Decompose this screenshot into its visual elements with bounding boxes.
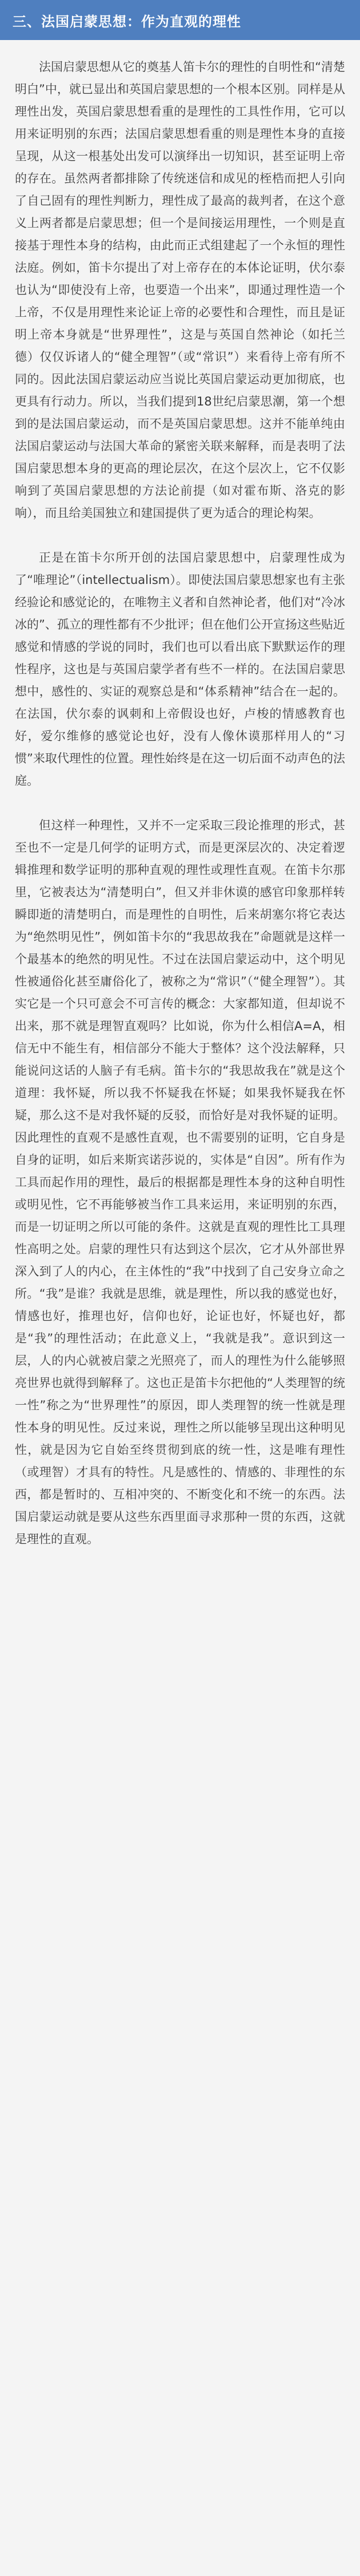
section-title: 三、法国启蒙思想：作为直观的理性 (13, 13, 241, 30)
paragraph-2: 正是在笛卡尔所开创的法国启蒙思想中，启蒙理性成为了“唯理论”（intellectualism）。即使法国启蒙思想家也有主张经验论和感觉论的，在唯物主义者和自然神论者，他们对“冷冰冰的”、孤立的理性都有不少批评；但在他们公开宣扬这些贴近感觉和情感的学说的同时，我们也可以看出底下默默运作的理性程序，这也是与英国启蒙学者有些不一样的。在法国启蒙思想中，感性的、实证的观察总是和“体系精神”结合在一起的。在法国，伏尔泰的讽刺和上帝假设也好，卢梭的情感教育也好，爱尔维修的感觉论也好，没有人像休谟那样用人的“习惯”来取代理性的位置。理性始终是在这一切后面不动声色的法庭。 (15, 551, 345, 788)
paragraph-1: 法国启蒙思想从它的奠基人笛卡尔的理性的自明性和“清楚明白”中，就已显出和英国启蒙思想的一个根本区别。同样是从理性出发，英国启蒙思想看重的是理性的工具性作用，它可以用来证明别的东西；法国启蒙思想看重的则是理性本身的直接呈现，从这一根基处出发可以演绎出一切知识，甚至证明上帝的存在。虽然两者都排除了传统迷信和成见的桎梏而把人引向了自己固有的理性判断力，理性成了最高的裁判者，在这个意义上两者都是启蒙思想；但一个是间接运用理性，一个则是直接基于理性本身的结构，由此而正式组建起了一个永恒的理性法庭。例如，笛卡尔提出了对上帝存在的本体论证明，伏尔泰也认为“即使没有上帝，也要造一个出来”，即通过理性造一个上帝，不仅是用理性来论证上帝的必要性和合理性，而且是证明上帝本身就是“世界理性”，这是与英国自然神论（如托兰德）仅仅诉诸人的“健全理智”（或“常识”）来看待上帝有所不同的。因此法国启蒙运动应当说比英国启蒙运动更加彻底，也更具有行动力。所以，当我们提到18世纪启蒙思潮，第一个想到的是法国启蒙运动，而不是英国启蒙思想。这并不能单纯由法国启蒙运动与法国大革命的紧密关联来解释，而是表明了法国启蒙思想本身的更高的理论层次，在这个层次上，它不仅影响到了英国启蒙思想的方法论前提（如对霍布斯、洛克的影响），而且给美国独立和建国提供了更为适合的理论构架。 (15, 60, 345, 520)
paragraph-3: 但这样一种理性，又并不一定采取三段论推理的形式，甚至也不一定是几何学的证明方式，而是更深层次的、决定着逻辑推理和数学证明的那种直观的理性或理性直观。在笛卡尔那里，它被表达为“清楚明白”，但又并非休谟的感官印象那样转瞬即逝的清楚明白，而是理性的自明性，后来胡塞尔将它表达为“绝然明见性”，例如笛卡尔的“我思故我在”命题就是这样一个最基本的绝然的明见性。不过在法国启蒙运动中，这个明见性被通俗化甚至庸俗化了，被称之为“常识”（“健全理智”）。其实它是一个只可意会不可言传的概念：大家都知道，但却说不出来，那不就是理智直观吗？比如说，你为什么相信A=A，相信无中不能生有，相信部分不能大于整体？这个没法解释，只能说问这话的人脑子有毛病。笛卡尔的“我思故我在”就是这个道理：我怀疑，所以我不怀疑我在怀疑；如果我怀疑我在怀疑，那么这不是对我怀疑的反驳，而恰好是对我怀疑的证明。因此理性的直观不是感性直观，也不需要别的证明，它自身是自身的证明，如后来斯宾诺莎说的，实体是“自因”。所有作为工具而起作用的理性，最后的根据都是理性本身的这种自明性或明见性，它不再能够被当作工具来运用，来证明别的东西，而是一切证明之所以可能的条件。这就是直观的理性比工具理性高明之处。启蒙的理性只有达到这个层次，它才从外部世界深入到了人的内心，在主体性的“我”中找到了自己安身立命之所。“我”是谁？我就是思维，就是理性，所以我的感觉也好，情感也好，推理也好，信仰也好，论证也好，怀疑也好，都是“我”的理性活动；在此意义上，“我就是我”。意识到这一层，人的内心就被启蒙之光照亮了，而人的理性为什么能够照亮世界也就得到解释了。这也正是笛卡尔把他的“人类理智的统一性”称之为“世界理性”的原因，即人类理智的统一性就是理性本身的明见性。反过来说，理性之所以能够呈现出这种明见性，就是因为它自始至终贯彻到底的统一性，这是唯有理性（或理智）才具有的特性。凡是感性的、情感的、非理性的东西，都是暂时的、互相冲突的、不断变化和不统一的东西。法国启蒙运动就是要从这些东西里面寻求那种一贯的东西，这就是理性的直观。 (15, 818, 345, 1546)
section-header-bar (0, 0, 360, 40)
article-body (0, 40, 360, 1573)
